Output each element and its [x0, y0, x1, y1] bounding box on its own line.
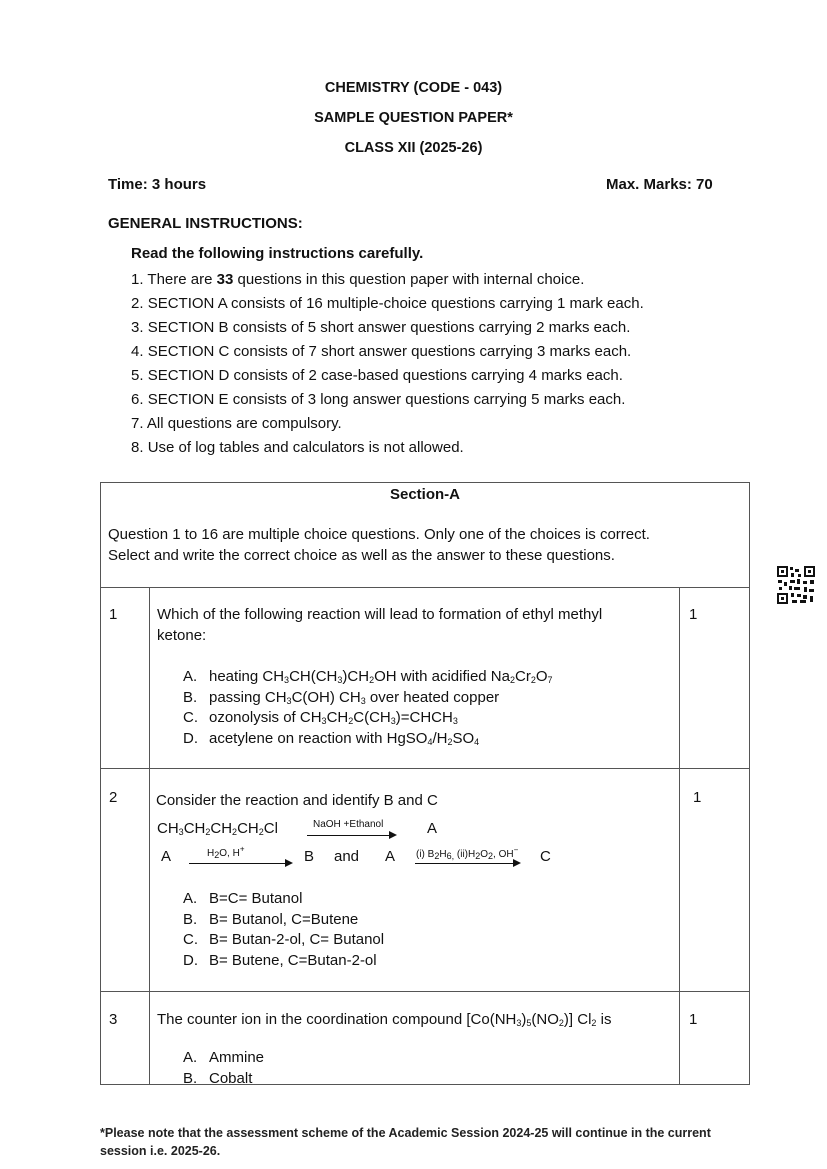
q1-text-line1: Which of the following reaction will lead to formation of ethyl methyl [157, 606, 603, 623]
column-divider [679, 587, 680, 1085]
q2-options [157, 889, 384, 971]
instruction-item: 5. SECTION D consists of 2 case-based questions carrying 4 marks each. [131, 367, 623, 384]
q3-option-b: B. Cobalt [183, 1069, 253, 1087]
q2-option-c: C. B= Butan-2-ol, C= Butanol [183, 931, 385, 948]
q2-a-second: A [385, 848, 396, 865]
qr-code-icon [776, 565, 816, 605]
q2-option-d: D. B= Butene, C=Butan-2-ol [183, 951, 377, 969]
q2-a-start: A [161, 848, 172, 865]
q3-number: 3 [109, 1011, 118, 1028]
q1-option-d: D. acetylene on reaction with $HgSO_4/H_2SO_4$ [183, 729, 480, 747]
section-note-line2: Select and write the correct choice as well as the answer to these questions. [108, 547, 615, 564]
instructions-heading: GENERAL INSTRUCTIONS: [108, 215, 303, 232]
footer-note [100, 1124, 740, 1160]
instructions-list [131, 270, 644, 462]
q2-reactant: $CH_3CH_2CH_2CH_2Cl$ [157, 820, 278, 837]
q3-option-a: A. Ammine [183, 1049, 265, 1066]
footer-note-line1: *Please note that the assessment scheme of the Academic Session 2024-25 will continue in the current [100, 1126, 711, 1140]
instruction-item: 4. SECTION C consists of 7 short answer questions carrying 3 marks each. [131, 343, 632, 360]
q2-arrowhead1 [389, 831, 397, 839]
q3-marks: 1 [689, 1011, 698, 1028]
instruction-item: 8. Use of log tables and calculators is not allowed. [131, 439, 464, 456]
instruction-item: 6. SECTION E consists of 3 long answer questions carrying 5 marks each. [131, 391, 626, 408]
q2-product-c: C [540, 848, 551, 865]
section-title: Section-A [389, 486, 460, 503]
q2-product-b: B [304, 848, 315, 865]
q2-reagent1: NaOH +Ethanol [313, 819, 384, 830]
q1-marks: 1 [689, 606, 698, 623]
q3-text: The counter ion in the coordination compound $[Co(NH_3)_5(NO_2)]$ $Cl_2$ is [157, 1011, 612, 1028]
instructions-intro: Read the following instructions carefully. [131, 245, 424, 262]
q2-reagent2: $H_2O$, H+ [207, 844, 245, 860]
paper-class: CLASS XII (2025-26) [344, 140, 483, 156]
q2-arrowhead3 [513, 859, 521, 867]
paper-subtitle: SAMPLE QUESTION PAPER* [314, 110, 513, 126]
q2-reagent3: (i) $B_2H_{6,}$ $(ii)H_2O_2$, OH− [416, 845, 519, 861]
section-note-line1: Question 1 to 16 are multiple choice questions. Only one of the choices is correct. [108, 526, 650, 543]
q1-option-b: B. passing $CH_3C(OH)$ $CH_3$ over heated copper [183, 688, 500, 706]
q1-number: 1 [109, 606, 118, 623]
q3-options [157, 1048, 264, 1089]
instruction-item: 3. SECTION B consists of 5 short answer questions carrying 2 marks each. [131, 319, 631, 336]
q2-number: 2 [109, 789, 118, 806]
q2-arrow1 [307, 835, 391, 836]
row-divider [101, 768, 749, 769]
q2-arrowhead2 [285, 859, 293, 867]
instruction-item: 7. All questions are compulsory. [131, 415, 342, 432]
q1-option-a: A. heating $CH_3CH(CH_3)CH_2OH$ with acidified $Na_2Cr_2O_7$ [183, 668, 553, 685]
q2-marks: 1 [693, 789, 702, 806]
q1-text-line2: ketone: [157, 627, 207, 644]
q2-arrow2 [189, 863, 287, 864]
max-marks-label: Max. Marks: 70 [606, 176, 713, 193]
q2-option-a: A. B=C= Butanol [183, 890, 303, 907]
q1-option-c: C. ozonolysis of $CH_3CH_2C(CH_3)=CHCH_3$ [183, 709, 458, 726]
q2-arrow3 [415, 863, 515, 864]
instruction-item: 2. SECTION A consists of 16 multiple-choice questions carrying 1 mark each. [131, 295, 644, 312]
q2-product-a: A [427, 820, 438, 837]
q2-text: Consider the reaction and identify B and C [156, 792, 438, 809]
q2-option-b: B. B= Butanol, C=Butene [183, 910, 359, 928]
column-divider [149, 587, 150, 1085]
footer-note-line2: session i.e. 2025-26. [100, 1144, 221, 1158]
q2-and: and [334, 848, 360, 865]
row-divider [101, 587, 749, 588]
paper-title: CHEMISTRY (CODE - 043) [324, 80, 503, 96]
time-label: Time: 3 hours [108, 176, 207, 193]
row-divider [101, 991, 749, 992]
q1-options [157, 667, 553, 749]
instruction-item: 1. There are 33 questions in this question paper with internal choice. [131, 271, 585, 288]
section-a-table [100, 482, 750, 1085]
